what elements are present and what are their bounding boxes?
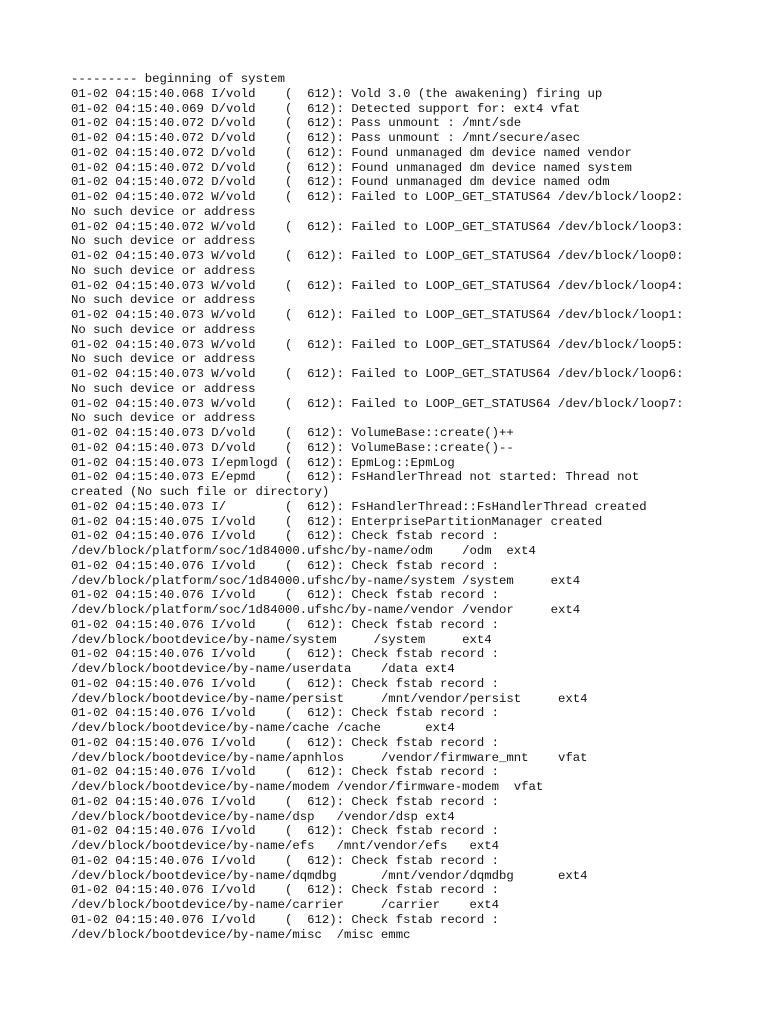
log-line: /dev/block/bootdevice/by-name/userdata /data ext4 [71, 662, 455, 676]
log-line: 01-02 04:15:40.076 I/vold ( 612): Check fstab record : [71, 883, 500, 898]
log-line: /dev/block/bootdevice/by-name/modem /vendor/firmware-modem vfat [71, 780, 544, 794]
log-line: /dev/block/bootdevice/by-name/dqmdbg /mnt/vendor/dqmdbg ext4 [71, 868, 588, 883]
log-line: 01-02 04:15:40.072 W/vold ( 612): Failed to LOOP_GET_STATUS64 /dev/block/loop3: [71, 219, 684, 234]
log-line: 01-02 04:15:40.076 I/vold ( 612): Check fstab record : [71, 824, 500, 839]
log-line: No such device or address [71, 352, 256, 367]
log-line: 01-02 04:15:40.072 D/vold ( 612): Found unmanaged dm device named vendor [71, 145, 632, 160]
log-line: /dev/block/bootdevice/by-name/system /system ext4 [71, 632, 492, 647]
log-line: No such device or address [71, 204, 256, 219]
log-line: 01-02 04:15:40.073 E/epmd ( 612): FsHandlerThread not started: Thread not [71, 470, 640, 485]
log-line: /dev/block/platform/soc/1d84000.ufshc/by-name/vendor /vendor ext4 [71, 603, 581, 617]
log-line: 01-02 04:15:40.073 W/vold ( 612): Failed to LOOP_GET_STATUS64 /dev/block/loop6: [71, 367, 684, 381]
log-line: 01-02 04:15:40.073 W/vold ( 612): Failed to LOOP_GET_STATUS64 /dev/block/loop0: [71, 249, 684, 263]
log-line: 01-02 04:15:40.076 I/vold ( 612): Check fstab record : [71, 647, 500, 662]
log-line: 01-02 04:15:40.076 I/vold ( 612): Check fstab record : [71, 588, 500, 603]
log-line: 01-02 04:15:40.075 I/vold ( 612): EnterprisePartitionManager created [71, 514, 603, 529]
log-line: /dev/block/bootdevice/by-name/apnhlos /vendor/firmware_mnt vfat [71, 750, 588, 765]
log-line: No such device or address [71, 263, 256, 278]
log-line: No such device or address [71, 322, 256, 337]
log-line: --------- beginning of system [71, 72, 286, 86]
log-line: 01-02 04:15:40.073 I/epmlogd ( 612): EpmLog::EpmLog [71, 455, 455, 470]
log-line: 01-02 04:15:40.068 I/vold ( 612): Vold 3.0 (the awakening) firing up [71, 86, 603, 101]
log-document [71, 72, 731, 942]
log-line: 01-02 04:15:40.076 I/vold ( 612): Check fstab record : [71, 558, 500, 573]
log-line: 01-02 04:15:40.073 W/vold ( 612): Failed to LOOP_GET_STATUS64 /dev/block/loop1: [71, 308, 684, 322]
log-line: /dev/block/bootdevice/by-name/cache /cache ext4 [71, 721, 455, 735]
log-line: 01-02 04:15:40.073 D/vold ( 612): VolumeBase::create()++ [71, 426, 514, 440]
log-line: /dev/block/bootdevice/by-name/efs /mnt/vendor/efs ext4 [71, 839, 500, 853]
log-line: 01-02 04:15:40.076 I/vold ( 612): Check fstab record : [71, 617, 500, 632]
log-line: No such device or address [71, 293, 256, 308]
log-line: /dev/block/platform/soc/1d84000.ufshc/by-name/odm /odm ext4 [71, 544, 536, 558]
log-line: 01-02 04:15:40.076 I/vold ( 612): Check fstab record : [71, 735, 500, 750]
log-line: /dev/block/platform/soc/1d84000.ufshc/by-name/system /system ext4 [71, 573, 581, 588]
log-line: 01-02 04:15:40.076 I/vold ( 612): Check fstab record : [71, 706, 500, 721]
log-line: 01-02 04:15:40.076 I/vold ( 612): Check fstab record : [71, 765, 500, 780]
log-line: 01-02 04:15:40.076 I/vold ( 612): Check fstab record : [71, 676, 500, 691]
log-line: 01-02 04:15:40.076 I/vold ( 612): Check fstab record : [71, 912, 500, 927]
log-line: 01-02 04:15:40.073 W/vold ( 612): Failed to LOOP_GET_STATUS64 /dev/block/loop5: [71, 337, 684, 352]
log-line: 01-02 04:15:40.072 D/vold ( 612): Pass unmount : /mnt/secure/asec [71, 131, 581, 145]
log-line: 01-02 04:15:40.073 W/vold ( 612): Failed to LOOP_GET_STATUS64 /dev/block/loop7: [71, 396, 684, 411]
log-line: /dev/block/bootdevice/by-name/persist /mnt/vendor/persist ext4 [71, 691, 588, 706]
log-line: 01-02 04:15:40.076 I/vold ( 612): Check fstab record : [71, 529, 500, 544]
log-line: 01-02 04:15:40.072 D/vold ( 612): Found unmanaged dm device named system [71, 160, 632, 175]
log-line: 01-02 04:15:40.073 W/vold ( 612): Failed to LOOP_GET_STATUS64 /dev/block/loop4: [71, 278, 684, 293]
log-line: created (No such file or directory) [71, 485, 330, 499]
log-line: 01-02 04:15:40.076 I/vold ( 612): Check fstab record : [71, 794, 500, 809]
log-line: 01-02 04:15:40.069 D/vold ( 612): Detected support for: ext4 vfat [71, 101, 581, 116]
log-line: 01-02 04:15:40.072 D/vold ( 612): Found unmanaged dm device named odm [71, 175, 610, 190]
log-line: 01-02 04:15:40.072 D/vold ( 612): Pass unmount : /mnt/sde [71, 116, 522, 131]
log-line: 01-02 04:15:40.076 I/vold ( 612): Check fstab record : [71, 853, 500, 868]
log-line: No such device or address [71, 411, 256, 426]
log-line: No such device or address [71, 381, 256, 396]
log-line: 01-02 04:15:40.073 I/ ( 612): FsHandlerThread::FsHandlerThread created [71, 499, 647, 514]
log-line: 01-02 04:15:40.073 D/vold ( 612): VolumeBase::create()-- [71, 440, 514, 455]
log-line: /dev/block/bootdevice/by-name/carrier /carrier ext4 [71, 898, 500, 912]
log-line: /dev/block/bootdevice/by-name/dsp /vendor/dsp ext4 [71, 809, 455, 824]
log-line: No such device or address [71, 234, 256, 249]
log-line: /dev/block/bootdevice/by-name/misc /misc emmc [71, 927, 411, 942]
log-line: 01-02 04:15:40.072 W/vold ( 612): Failed to LOOP_GET_STATUS64 /dev/block/loop2: [71, 190, 684, 204]
